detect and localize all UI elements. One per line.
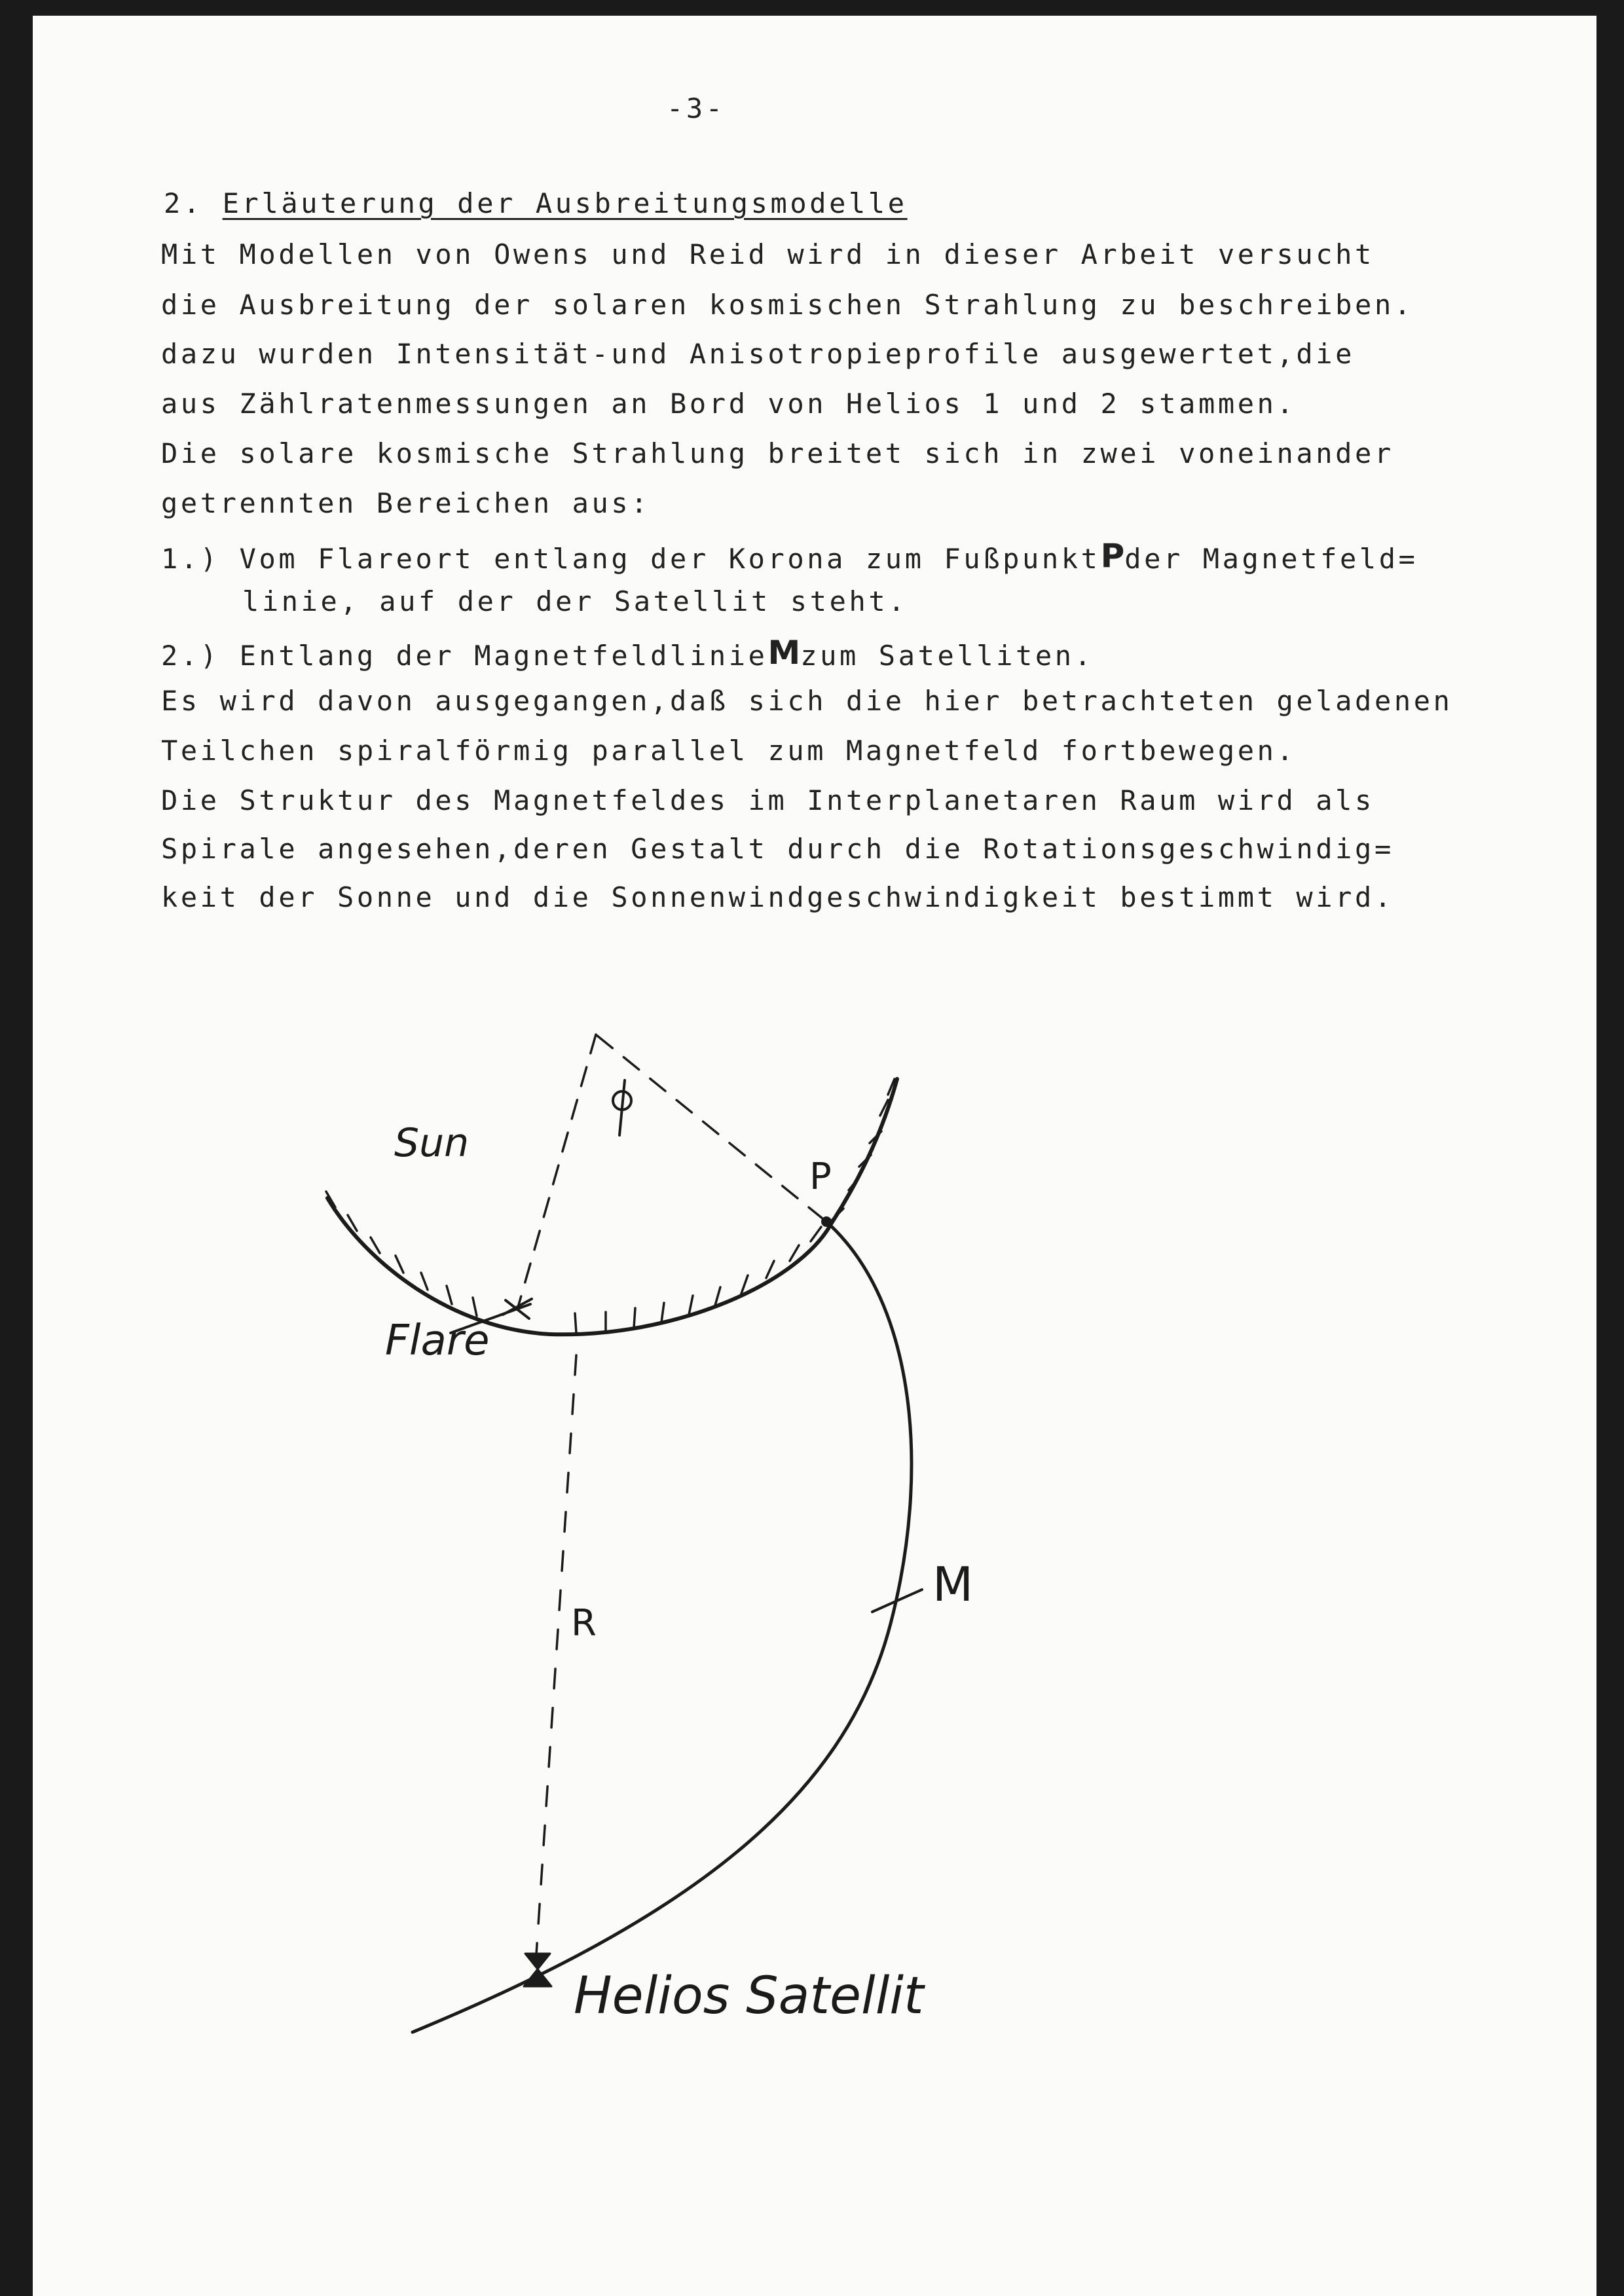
sun-label: Sun	[394, 1120, 470, 1166]
paragraph-1-line: getrennten Bereichen aus:	[161, 487, 651, 519]
page-number: -3-	[667, 92, 726, 124]
sun-surface-hatching	[326, 1079, 895, 1333]
list-item-text: der Magnetfeld=	[1124, 543, 1418, 575]
list-item-text: zum Satelliten.	[800, 640, 1094, 672]
dashed-distance-line	[536, 1355, 576, 1964]
paragraph-1-line: die Ausbreitung der solaren kosmischen Strahlung zu beschreiben.	[161, 289, 1414, 321]
paragraph-2-line: Es wird davon ausgegangen,daß sich die hier betrachteten geladenen	[161, 685, 1453, 717]
paragraph-2-line: Spirale angesehen,deren Gestalt durch die Rotationsgeschwindig=	[161, 833, 1394, 865]
footpoint-dot	[821, 1216, 832, 1227]
phi-stem	[619, 1080, 625, 1135]
section-title: Erläuterung der Ausbreitungsmodelle	[222, 187, 908, 219]
list-item-number: 2.)	[161, 640, 220, 672]
flare-label: Flare	[385, 1317, 490, 1365]
paragraph-2-line: keit der Sonne und die Sonnenwindgeschwindigkeit bestimmt wird.	[161, 881, 1394, 913]
distance-label: R	[571, 1602, 597, 1645]
paragraph-2-line: Die Struktur des Magnetfeldes im Interplanetaren Raum wird als	[161, 784, 1375, 816]
field-line-label: M	[932, 1557, 974, 1612]
paragraph-1-line: Die solare kosmische Strahlung breitet sich in zwei voneinander	[161, 437, 1394, 469]
list-item-text: Vom Flareort entlang der Korona zum Fußpunkt	[239, 543, 1101, 575]
paragraph-2-line: Teilchen spiralförmig parallel zum Magnetfeld fortbewegen.	[161, 735, 1297, 767]
paragraph-1-line: aus Zählratenmessungen an Bord von Helios 1 und 2 stammen.	[161, 388, 1297, 420]
sun-surface-arc	[327, 1079, 897, 1334]
list-item-continuation: linie, auf der der Satellit steht.	[242, 585, 908, 617]
field-line-marker: M	[767, 634, 801, 672]
list-item-number: 1.)	[161, 543, 220, 575]
footpoint-label: P	[809, 1156, 832, 1198]
satellite-label: Helios Satellit	[574, 1967, 924, 2026]
list-item-text: Entlang der Magnetfeldlinie	[239, 640, 768, 672]
dashed-radius-to-footpoint	[597, 1036, 826, 1222]
dashed-radius-to-flare	[517, 1034, 596, 1309]
paragraph-1-line: Mit Modellen von Owens und Reid wird in dieser Arbeit versucht	[161, 238, 1375, 270]
paragraph-1-line: dazu wurden Intensität-und Anisotropieprofile ausgewertet,die	[161, 338, 1356, 370]
footpoint-marker: P	[1100, 537, 1125, 575]
section-number: 2.	[164, 187, 203, 219]
